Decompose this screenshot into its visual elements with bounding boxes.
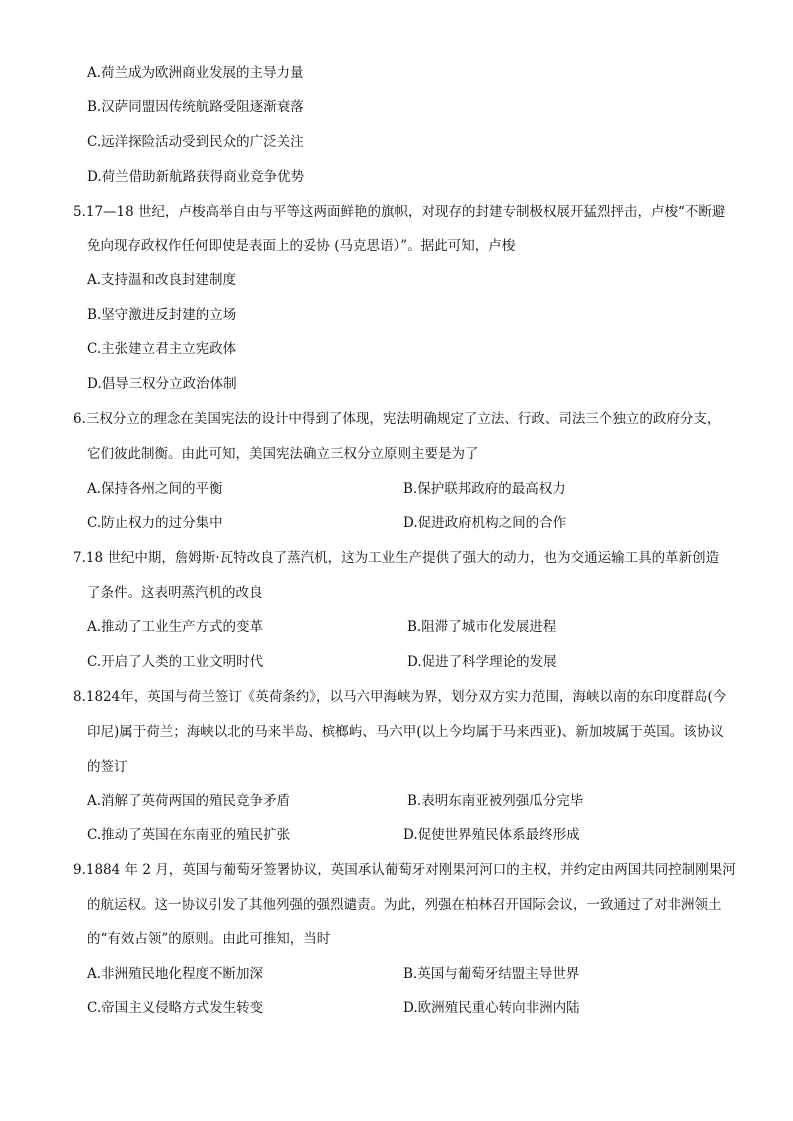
q9-stem-line-3: 的“有效占领”的原则。由此可推知，当时	[87, 931, 331, 947]
q4-option-a: A.荷兰成为欧洲商业发展的主导力量	[87, 65, 304, 81]
q8-option-b: B.表明东南亚被列强瓜分完毕	[407, 793, 584, 809]
q7-stem-line-2: 了条件。这表明蒸汽机的改良	[87, 585, 263, 601]
q6-option-b: B.保护联邦政府的最高权力	[403, 481, 566, 497]
q5-stem-line-2: 免向现存政权作任何即使是表面上的妥协 (马克思语）”。据此可知，卢梭	[87, 238, 516, 254]
q7-stem-line-1: 7.18 世纪中期，詹姆斯·瓦特改良了蒸汽机，这为工业生产提供了强大的动力，也为交通运输工具的革新创造	[73, 550, 720, 566]
q8-option-d: D.促使世界殖民体系最终形成	[403, 827, 580, 843]
q4-option-c: C.远洋探险活动受到民众的广泛关注	[87, 134, 304, 150]
q9-option-a: A.非洲殖民地化程度不断加深	[87, 966, 264, 982]
q6-option-c: C.防止权力的过分集中	[87, 515, 223, 531]
q9-option-b: B.英国与葡萄牙结盟主导世界	[403, 966, 580, 982]
q4-option-b: B.汉萨同盟因传统航路受阻逐渐衰落	[87, 99, 304, 115]
q8-stem-line-1: 8.1824年，英国与荷兰签订《英荷条约》，以马六甲海峡为界，划分双方实力范围，海峡以南的东印度群岛(今	[73, 689, 727, 705]
q8-stem-line-2: 印尼)属于荷兰；海峡以北的马来半岛、槟榔屿、马六甲(以上今均属于马来西亚)、新加坡属于英国。该协议	[87, 724, 724, 740]
q5-option-b: B.坚守激进反封建的立场	[87, 307, 237, 323]
q8-option-c: C.推动了英国在东南亚的殖民扩张	[87, 827, 291, 843]
q6-option-d: D.促进政府机构之间的合作	[403, 515, 567, 531]
q7-option-d: D.促进了科学理论的发展	[407, 654, 557, 670]
q9-stem-line-2: 的航运权。这一协议引发了其他列强的强烈谴责。为此，列强在柏林召开国际会议，一致通过了对非洲领土	[87, 897, 722, 913]
q7-option-b: B.阻滞了城市化发展进程	[407, 619, 557, 635]
q7-option-a: A.推动了工业生产方式的变革	[87, 619, 264, 635]
q5-option-a: A.支持温和改良封建制度	[87, 272, 237, 288]
q7-option-c: C.开启了人类的工业文明时代	[87, 654, 264, 670]
q6-option-a: A.保持各州之间的平衡	[87, 481, 223, 497]
q4-option-d: D.荷兰借助新航路获得商业竞争优势	[87, 169, 305, 185]
q9-option-c: C.帝国主义侵略方式发生转变	[87, 1000, 264, 1016]
q5-option-d: D.倡导三权分立政治体制	[87, 376, 237, 392]
q8-stem-line-3: 的签订	[87, 759, 128, 775]
q6-stem-line-1: 6.三权分立的理念在美国宪法的设计中得到了体现，宪法明确规定了立法、行政、司法三个独立的政府分支，	[73, 411, 721, 427]
q9-option-d: D.欧洲殖民重心转向非洲内陆	[403, 1000, 580, 1016]
q5-option-c: C.主张建立君主立宪政体	[87, 341, 237, 357]
q6-stem-line-2: 它们彼此制衡。由此可知，美国宪法确立三权分立原则主要是为了	[87, 446, 479, 462]
q5-stem-line-1: 5.17—18 世纪，卢梭高举自由与平等这两面鲜艳的旗帜，对现存的封建专制极权展开猛烈抨击，卢梭“不断避	[73, 204, 726, 220]
q8-option-a: A.消解了英荷两国的殖民竞争矛盾	[87, 793, 291, 809]
q9-stem-line-1: 9.1884 年 2 月，英国与葡萄牙签署协议，英国承认葡萄牙对刚果河河口的主权，并约定由两国共同控制刚果河	[73, 862, 736, 878]
